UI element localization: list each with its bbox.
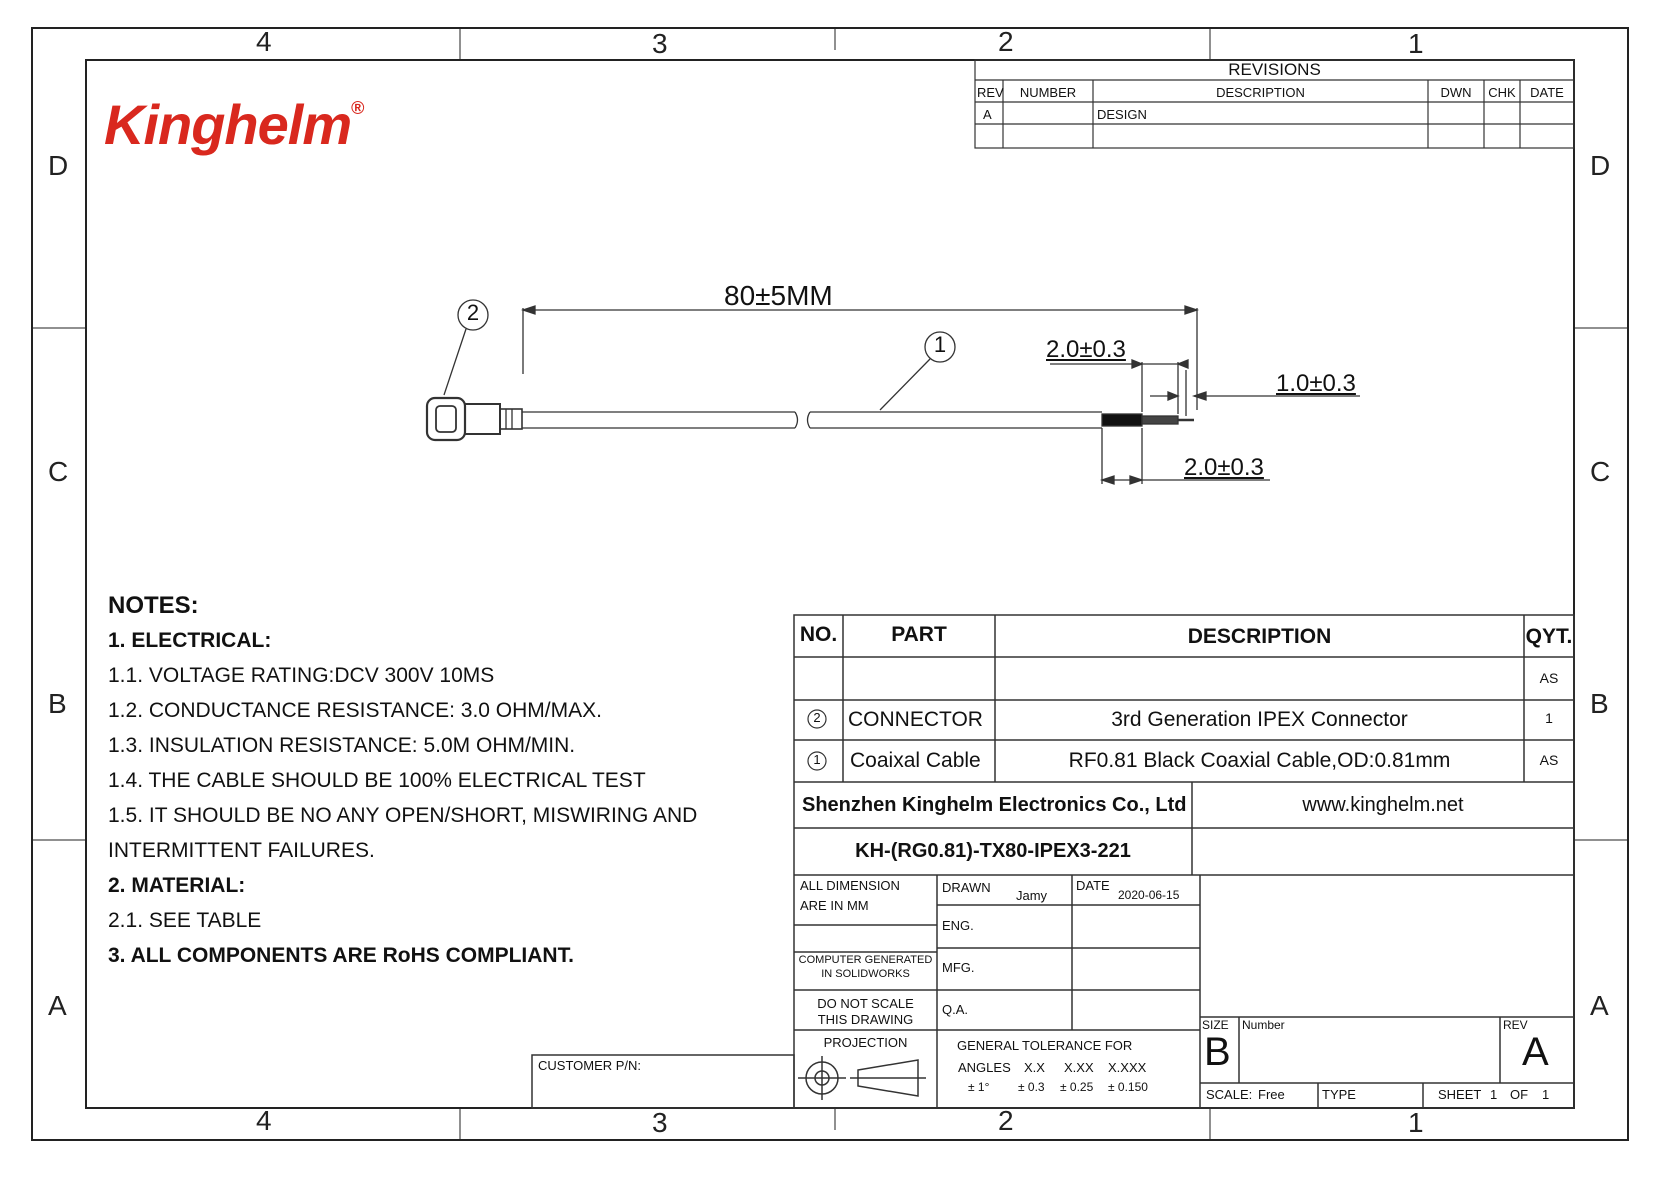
all-dimension-line2: ARE IN MM [800, 898, 869, 913]
bom-row1-qty: 1 [1545, 710, 1553, 726]
scale-value: Free [1258, 1087, 1285, 1102]
date-label: DATE [1076, 878, 1110, 893]
bom-row2-no: 1 [813, 752, 821, 767]
zone-col-2-bottom: 2 [998, 1105, 1014, 1136]
notes-section [108, 588, 697, 973]
zone-col-2: 2 [998, 26, 1014, 57]
zone-col-4: 4 [256, 26, 272, 57]
bom-row1-no: 2 [813, 710, 821, 725]
tolerance-x-label: X.X [1024, 1060, 1045, 1075]
size-value: B [1204, 1030, 1231, 1074]
kinghelm-logo: Kinghelm® [104, 93, 364, 156]
scale-label: SCALE: [1206, 1087, 1253, 1102]
do-not-scale-line1: DO NOT SCALE [817, 996, 914, 1011]
notes-material: 2. MATERIAL: [108, 874, 246, 897]
rev-label: REV [1503, 1018, 1528, 1032]
dim-strip-bottom: 2.0±0.3 [1184, 454, 1264, 481]
rev-header-description: DESCRIPTION [1216, 85, 1305, 100]
drawn-value: Jamy [1016, 888, 1048, 903]
computer-generated-line1: COMPUTER GENERATED [798, 954, 933, 966]
bom-row1-part: CONNECTOR [848, 708, 983, 731]
rev-row-description: DESIGN [1097, 107, 1147, 122]
of-label: OF [1510, 1087, 1529, 1102]
number-label: Number [1242, 1018, 1285, 1032]
all-dimension-line1: ALL DIMENSION [800, 878, 900, 893]
note-1-2: 1.2. CONDUCTANCE RESISTANCE: 3.0 OHM/MAX. [108, 699, 602, 722]
zone-col-1: 1 [1408, 28, 1424, 59]
bom-header-description: DESCRIPTION [1187, 625, 1332, 648]
bom-header-no: NO. [799, 623, 838, 646]
tolerance-title: GENERAL TOLERANCE FOR [957, 1038, 1133, 1053]
of-value: 1 [1542, 1087, 1550, 1102]
sheet-label: SHEET [1438, 1087, 1482, 1102]
dim-strip-top: 2.0±0.3 [1046, 336, 1126, 363]
tolerance-angles-label: ANGLES [958, 1060, 1011, 1075]
eng-label: ENG. [942, 918, 974, 933]
zone-row-a: A [48, 990, 67, 1021]
rev-header-rev: REV [977, 85, 1004, 100]
note-1-3: 1.3. INSULATION RESISTANCE: 5.0M OHM/MIN. [108, 734, 576, 757]
rev-value: A [1522, 1030, 1549, 1074]
note-1-1: 1.1. VOLTAGE RATING:DCV 300V 10MS [108, 664, 495, 687]
sheet-value: 1 [1490, 1087, 1498, 1102]
tolerance-xx-value: ± 0.25 [1060, 1080, 1094, 1094]
rev-header-number: NUMBER [1019, 85, 1077, 100]
bom-row2-qty: AS [1539, 752, 1559, 768]
balloon-cable-label: 1 [933, 332, 947, 357]
notes-rohs: 3. ALL COMPONENTS ARE RoHS COMPLIANT. [108, 944, 574, 967]
bom-header-part: PART [891, 623, 947, 646]
bom-row2-part: Coaixal Cable [850, 749, 981, 772]
zone-row-d-right: D [1590, 150, 1611, 181]
zone-row-c: C [48, 456, 69, 487]
zone-row-a-right: A [1590, 990, 1609, 1021]
projection-symbol [798, 1056, 926, 1100]
revisions-title: REVISIONS [1228, 60, 1321, 79]
zone-row-b-right: B [1590, 688, 1609, 719]
company-website: www.kinghelm.net [1302, 794, 1464, 816]
zone-row-c-right: C [1590, 456, 1611, 487]
bom-row2-description: RF0.81 Black Coaxial Cable,OD:0.81mm [1068, 749, 1451, 772]
zone-row-b: B [48, 688, 67, 719]
bom-header-qty: QYT. [1525, 625, 1573, 648]
zone-col-3: 3 [652, 28, 668, 59]
note-1-5b: INTERMITTENT FAILURES. [108, 839, 375, 862]
part-number: KH-(RG0.81)-TX80-IPEX3-221 [855, 840, 1131, 862]
rev-row-rev: A [983, 107, 992, 122]
tolerance-xxx-label: X.XXX [1108, 1060, 1147, 1075]
zone-col-3-bottom: 3 [652, 1107, 668, 1138]
note-1-5a: 1.5. IT SHOULD BE NO ANY OPEN/SHORT, MISWIRING AND [108, 804, 698, 827]
company-name: Shenzhen Kinghelm Electronics Co., Ltd [802, 794, 1187, 816]
tolerance-xx-label: X.XX [1064, 1060, 1094, 1075]
projection-label: PROJECTION [823, 1035, 908, 1050]
notes-title: NOTES: [108, 592, 199, 619]
balloon-connector-label: 2 [466, 300, 480, 325]
customer-pn-label: CUSTOMER P/N: [538, 1058, 642, 1073]
type-label: TYPE [1322, 1087, 1356, 1102]
size-label: SIZE [1202, 1018, 1229, 1032]
zone-col-4-bottom: 4 [256, 1105, 272, 1136]
rev-header-date: DATE [1530, 85, 1564, 100]
bom-row0-qty: AS [1539, 670, 1559, 686]
mfg-label: MFG. [942, 960, 975, 975]
tolerance-angle-value: ± 1° [968, 1080, 990, 1094]
note-1-4: 1.4. THE CABLE SHOULD BE 100% ELECTRICAL TEST [108, 769, 646, 792]
note-2-1: 2.1. SEE TABLE [108, 909, 262, 932]
bom-row1-description: 3rd Generation IPEX Connector [1111, 708, 1408, 731]
length-dimension: 80±5MM [724, 280, 833, 311]
qa-label: Q.A. [942, 1002, 969, 1017]
notes-electrical: 1. ELECTRICAL: [108, 629, 272, 652]
rev-header-dwn: DWN [1440, 85, 1472, 100]
date-value: 2020-06-15 [1118, 888, 1180, 902]
tolerance-x-value: ± 0.3 [1018, 1080, 1045, 1094]
do-not-scale-line2: THIS DRAWING [817, 1012, 914, 1027]
computer-generated-line2: IN SOLIDWORKS [821, 968, 910, 980]
zone-col-1-bottom: 1 [1408, 1107, 1424, 1138]
dim-strip-right: 1.0±0.3 [1276, 370, 1356, 397]
rev-header-chk: CHK [1488, 85, 1516, 100]
tolerance-xxx-value: ± 0.150 [1108, 1080, 1148, 1094]
zone-row-d: D [48, 150, 69, 181]
drawn-label: DRAWN [942, 880, 991, 895]
